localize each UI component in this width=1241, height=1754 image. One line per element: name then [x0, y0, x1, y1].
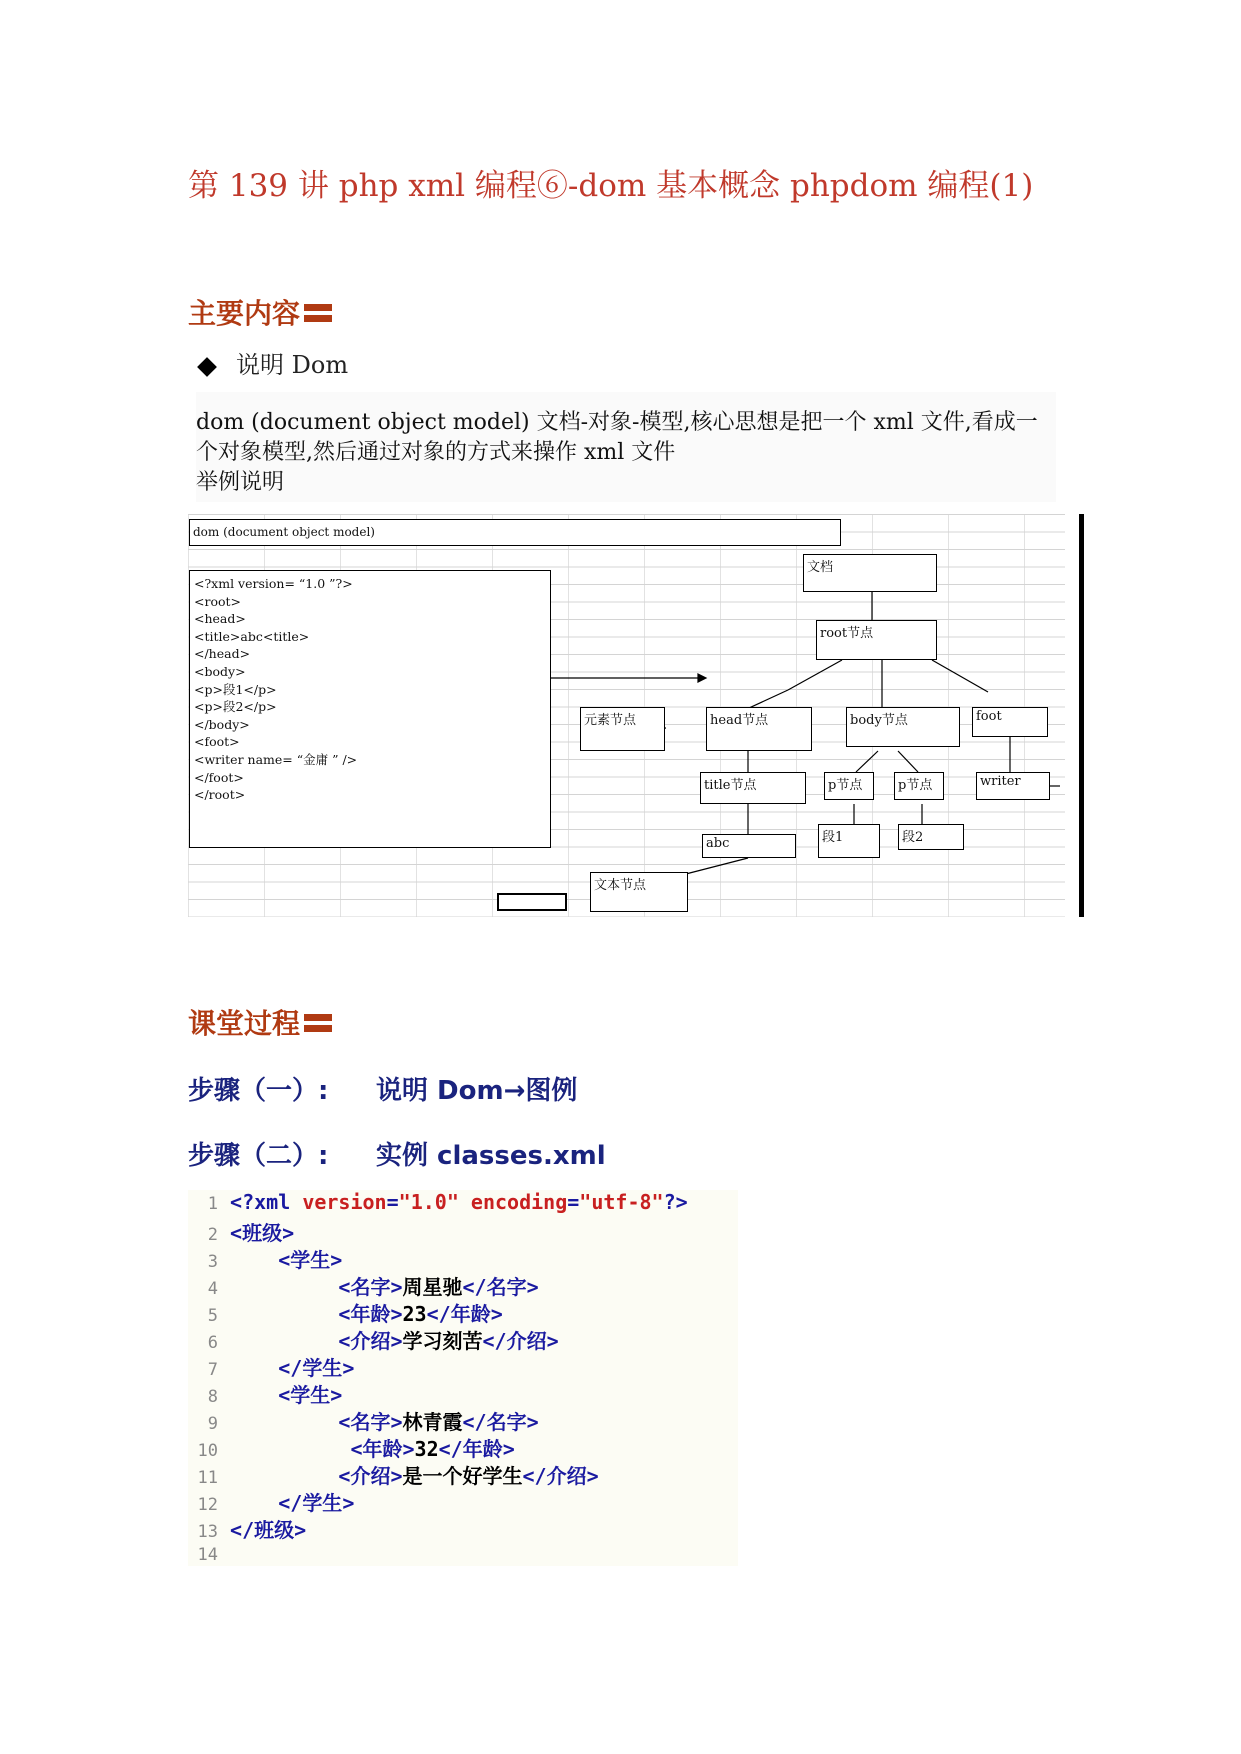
node-text: 文本节点 [590, 872, 688, 912]
line-number: 2 [207, 1225, 218, 1245]
bullet-item [200, 345, 348, 380]
line-number: 3 [207, 1252, 218, 1272]
code-line: 10 <年龄>32</年龄> [188, 1433, 515, 1460]
xml-line: <p>段2</p> [194, 699, 277, 715]
line-number: 5 [207, 1306, 218, 1326]
code-line: 1 <?xml version="1.0" encoding="utf-8"?> [188, 1190, 688, 1217]
step-value: 说明 Dom→图例 [376, 1076, 578, 1106]
xml-line: <p>段1</p> [194, 681, 277, 697]
section-main-content [188, 292, 332, 332]
code-line: 7 </学生> [188, 1352, 354, 1379]
node-para1: 段1 [818, 824, 880, 858]
xml-line: <body> [194, 663, 246, 679]
connector [788, 660, 842, 690]
section-label: 课堂过程 [188, 1007, 301, 1040]
xml-line: </head> [194, 646, 251, 662]
line-number: 7 [207, 1360, 218, 1380]
node-foot: foot [972, 707, 1048, 737]
xml-line: <writer name= “金庸 ” /> [194, 751, 358, 767]
line-number: 8 [207, 1387, 218, 1407]
xml-source-box [189, 570, 551, 848]
xml-line: </root> [194, 787, 246, 803]
line-number: 1 [207, 1194, 218, 1214]
code-line: 13 </班级> [188, 1514, 306, 1541]
code-line: 8 <学生> [188, 1379, 342, 1406]
xml-line: <root> [194, 593, 241, 609]
section-label: 主要内容 [188, 297, 301, 330]
code-line: 3 <学生> [188, 1244, 342, 1271]
line-number: 4 [207, 1279, 218, 1299]
connector [856, 751, 878, 772]
line-number: 10 [197, 1441, 218, 1461]
xml-line: <head> [194, 611, 246, 627]
xml-line: </body> [194, 716, 250, 732]
code-listing [188, 1190, 738, 1566]
line-number: 6 [207, 1333, 218, 1353]
description-block [196, 392, 1056, 502]
description-line: 个对象模型,然后通过对象的方式来操作 xml 文件 [196, 440, 676, 465]
line-number: 11 [197, 1468, 218, 1488]
code-line: 12 </学生> [188, 1487, 354, 1514]
code-line: 11 <介绍>是一个好学生</介绍> [188, 1460, 599, 1487]
xml-line: <title>abc<title> [194, 628, 310, 644]
section-bars-icon [304, 1014, 332, 1036]
step-label: 步骤（二）: [188, 1141, 329, 1171]
node-document: 文档 [803, 554, 937, 592]
page-title: 第 139 讲 php xml 编程⑥-dom 基本概念 phpdom 编程(1) [188, 168, 1034, 204]
xml-line: <foot> [194, 734, 240, 750]
diamond-bullet-icon [197, 357, 217, 377]
node-title: title节点 [700, 772, 806, 804]
code-line [188, 1541, 218, 1568]
node-head: head节点 [706, 707, 812, 751]
description-line: dom (document object model) 文档-对象-模型,核心思想是把一个 xml 文件,看成一 [196, 410, 1038, 435]
bullet-text: 说明 Dom [236, 351, 349, 379]
code-line: 5 <年龄>23</年龄> [188, 1298, 503, 1325]
node-root: root节点 [816, 620, 937, 660]
code-line: 9 <名字>林青霞</名字> [188, 1406, 539, 1433]
line-number: 13 [197, 1522, 218, 1542]
node-p2: p节点 [894, 772, 944, 800]
xml-line: <?xml version= “1.0 ”?> [194, 576, 353, 591]
step-label: 步骤（一）: [188, 1076, 329, 1106]
section-class-process [188, 1002, 332, 1042]
node-body: body节点 [846, 707, 960, 747]
node-p1: p节点 [824, 772, 874, 800]
step-value: 实例 classes.xml [376, 1141, 606, 1171]
arrow-head-icon [698, 674, 706, 682]
connector [932, 660, 988, 692]
node-writer: writer [976, 772, 1050, 800]
node-element: 元素节点 [580, 707, 665, 751]
line-number: 9 [207, 1414, 218, 1434]
dom-diagram [188, 514, 1084, 917]
code-line: 6 <介绍>学习刻苦</介绍> [188, 1325, 559, 1352]
xml-line: </foot> [194, 769, 244, 785]
node-abc: abc [702, 834, 796, 858]
small-box [498, 894, 566, 910]
line-number: 12 [197, 1495, 218, 1515]
code-line: 2 <班级> [188, 1217, 294, 1244]
step-one [188, 1070, 578, 1107]
line-number: 14 [197, 1545, 218, 1565]
dom-label-box: dom (document object model) [189, 519, 841, 546]
connector [898, 751, 918, 772]
description-line: 举例说明 [196, 470, 285, 495]
node-para2: 段2 [898, 824, 964, 850]
code-line: 4 <名字>周星驰</名字> [188, 1271, 539, 1298]
connector [678, 858, 748, 876]
step-two [188, 1135, 606, 1172]
section-bars-icon [304, 304, 332, 326]
